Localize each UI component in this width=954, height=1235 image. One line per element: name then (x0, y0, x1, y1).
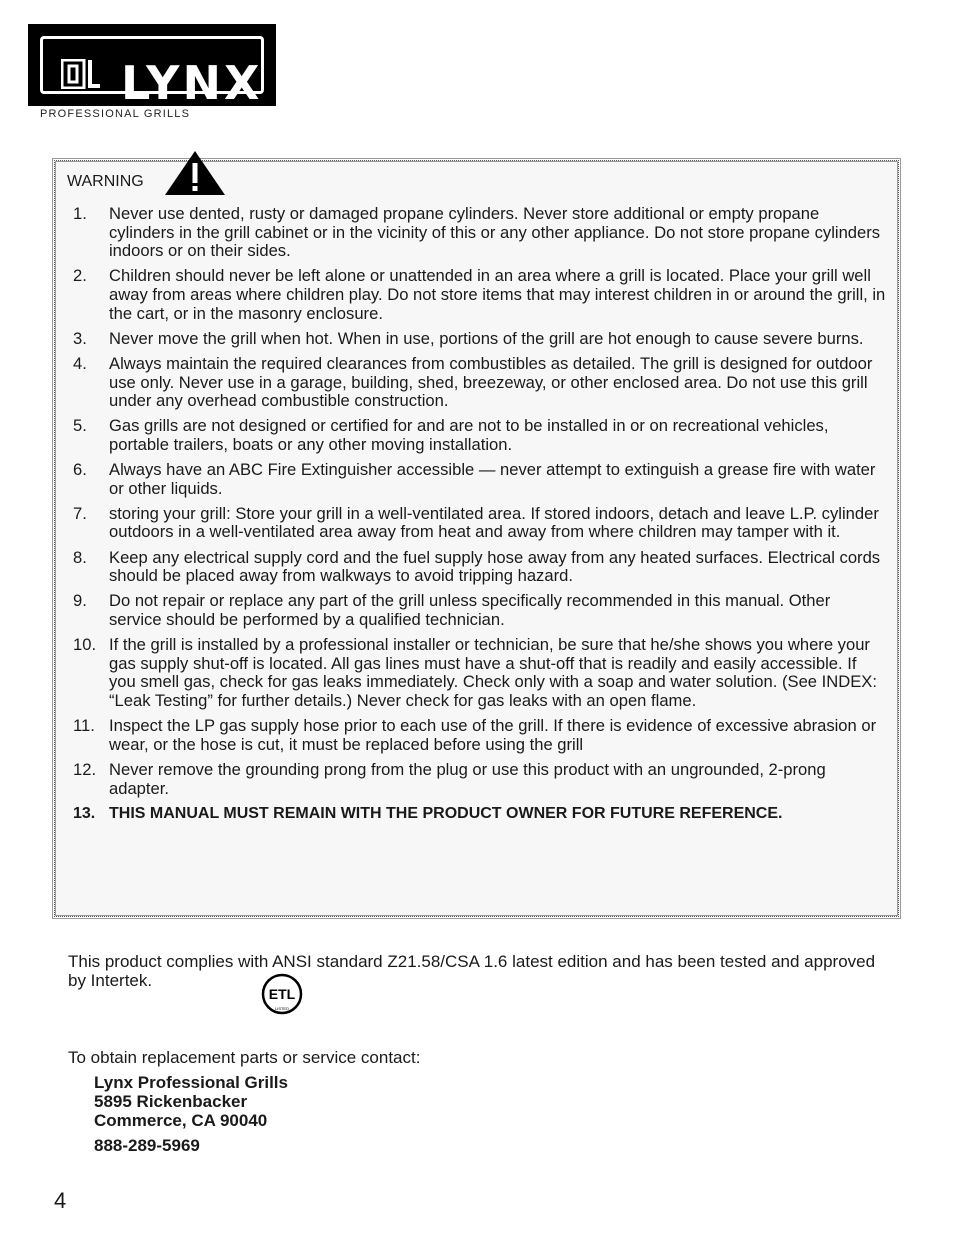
warning-item: 10. If the grill is installed by a professional installer or technician, be sure that he/she shows you where your gas supply shut-off is located. All gas lines must have a shut-off that is readily and easily accessible. If you smell gas, check for gas leaks immediately. Check only with a soap and water solution. (See INDEX: “Leak Testing” for further details.) Never check for gas leaks with an open flame. (73, 635, 877, 710)
lynx-mark-icon (61, 59, 101, 89)
lynx-logo (28, 24, 283, 110)
contact-company: Lynx Professional Grills (94, 1073, 288, 1092)
warning-list (69, 205, 887, 830)
warning-item: 12. Never remove the grounding prong from the plug or use this product with an ungrounded, 2-prong adapter. (73, 759, 826, 798)
warning-item: 7. storing your grill: Store your grill in a well-ventilated area. If stored indoors, detach and leave L.P. cylinder outdoors in a well-ventilated area away from heat and away from where children may tamper with it. (73, 503, 879, 542)
page-number: 4 (54, 1188, 67, 1213)
logo-frame (40, 36, 264, 110)
warning-item: 2. Children should never be left alone or unattended in an area where a grill is located. Place your grill well away from areas where children play. Do not store items that may interest children in or around the grill, in the cart, or in the masonry enclosure. (73, 266, 886, 323)
warning-item: 4. Always maintain the required clearances from combustibles as detailed. The grill is designed for outdoor use only. Never use in a garage, building, shed, breezeway, or other enclosed area. Do not use this grill under any overhead combustible construction. (73, 353, 873, 411)
logo-tagline: PROFESSIONAL GRILLS (40, 108, 191, 120)
etl-mark-sub: LISTED (274, 1006, 290, 1011)
logo-wordmark: LYNX (121, 56, 263, 110)
warning-item: 11. Inspect the LP gas supply hose prior to each use of the grill. If there is evidence of excessive abrasion or wear, or the hose is cut, it must be replaced before using the grill (73, 716, 877, 754)
contact-city: Commerce, CA 90040 (94, 1111, 268, 1130)
contact-intro: To obtain replacement parts or service contact: (68, 1048, 421, 1067)
registered-mark: ® (276, 98, 283, 106)
contact-address (94, 1073, 288, 1155)
warning-box (54, 160, 899, 917)
warning-triangle-icon (163, 149, 227, 197)
compliance-statement: This product complies with ANSI standard Z21.58/CSA 1.6 latest edition and has been tested and approved by Intertek. (68, 952, 876, 990)
etl-listed-mark-icon (260, 972, 304, 1016)
etl-mark-letters: ETL (268, 986, 296, 1002)
warning-item: 6. Always have an ABC Fire Extinguisher accessible — never attempt to extinguish a grease fire with water or other liquids. (73, 460, 876, 498)
warning-item: 9. Do not repair or replace any part of the grill unless specifically recommended in this manual. Other service should be performed by a qualified technician. (73, 591, 831, 630)
contact-street: 5895 Rickenbacker (94, 1092, 248, 1111)
warning-item: 8. Keep any electrical supply cord and the fuel supply hose away from any heated surfaces. Electrical cords should be placed away from walkways to avoid tripping hazard. (73, 547, 881, 586)
warning-item-manual-notice: 13. THIS MANUAL MUST REMAIN WITH THE PRODUCT OWNER FOR FUTURE REFERENCE. (73, 804, 783, 822)
warning-item: 1. Never use dented, rusty or damaged propane cylinders. Never store additional or empty propane cylinders in the grill cabinet or in the vicinity of this or any other appliance. Do not store propane cylinders indoors or on their sides. (73, 204, 881, 261)
warning-label: WARNING (67, 173, 144, 190)
contact-phone: 888-289-5969 (94, 1136, 200, 1155)
warning-item: 5. Gas grills are not designed or certified for and are not to be installed in or on recreational vehicles, portable trailers, boats or any other moving installation. (73, 416, 829, 454)
warning-item: 3. Never move the grill when hot. When in use, portions of the grill are hot enough to cause severe burns. (73, 328, 864, 348)
